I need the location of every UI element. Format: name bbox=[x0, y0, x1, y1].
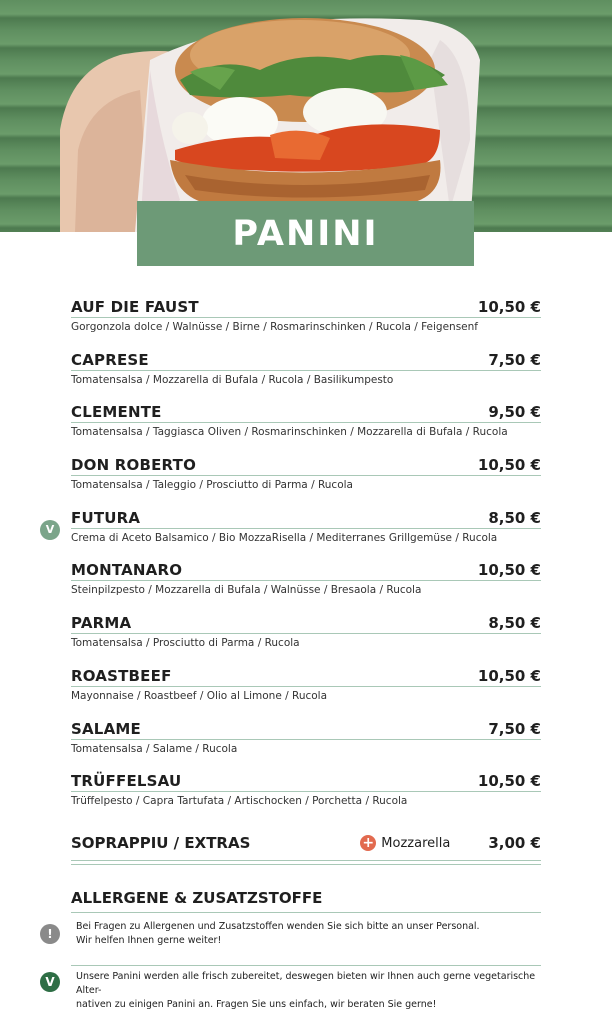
allergen-info-line: Wir helfen Ihnen gerne weiter! bbox=[76, 935, 222, 946]
menu-item bbox=[71, 553, 541, 606]
item-price: 7,50 € bbox=[488, 719, 541, 738]
menu-item bbox=[71, 659, 541, 712]
item-name: FUTURA bbox=[71, 508, 141, 527]
plus-icon: + bbox=[360, 835, 376, 851]
divider bbox=[71, 580, 541, 581]
menu-list bbox=[45, 290, 541, 817]
item-description: Steinpilzpesto / Mozzarella di Bufala / Walnüsse / Bresaola / Rucola bbox=[71, 584, 422, 597]
item-price: 10,50 € bbox=[477, 456, 541, 475]
extra-label: Mozzarella bbox=[381, 835, 451, 851]
divider bbox=[71, 791, 541, 792]
extra-price: 3,00 € bbox=[488, 834, 541, 852]
item-description: Tomatensalsa / Taggiasca Oliven / Rosmarinschinken / Mozzarella di Bufala / Rucola bbox=[71, 426, 508, 439]
hero-image bbox=[0, 0, 612, 232]
menu-item bbox=[71, 712, 541, 765]
item-description: Tomatensalsa / Taleggio / Prosciutto di Parma / Rucola bbox=[71, 479, 353, 492]
divider bbox=[71, 422, 541, 423]
item-price: 7,50 € bbox=[488, 350, 541, 369]
divider bbox=[71, 370, 541, 371]
vegetarian-icon: V bbox=[40, 520, 60, 540]
allergen-info-line: Bei Fragen zu Allergenen und Zusatzstoffen wenden Sie sich bitte an unser Personal. bbox=[76, 921, 480, 932]
divider bbox=[71, 633, 541, 634]
extras-section bbox=[71, 832, 541, 865]
item-price: 10,50 € bbox=[477, 298, 541, 316]
menu-item bbox=[45, 501, 541, 554]
divider bbox=[71, 965, 541, 966]
divider bbox=[71, 528, 541, 529]
item-price: 8,50 € bbox=[488, 614, 541, 633]
divider bbox=[71, 912, 541, 913]
info-icon: ! bbox=[40, 924, 60, 944]
item-price: 9,50 € bbox=[488, 403, 541, 422]
item-name: SALAME bbox=[71, 719, 141, 738]
vegetarian-note bbox=[76, 970, 546, 1012]
divider bbox=[71, 864, 541, 865]
allergen-section bbox=[71, 889, 541, 913]
item-description: Mayonnaise / Roastbeef / Olio al Limone / Rucola bbox=[71, 689, 328, 702]
item-description: Tomatensalsa / Prosciutto di Parma / Rucola bbox=[71, 637, 300, 650]
menu-item bbox=[71, 606, 541, 659]
vegetarian-note-line: Unsere Panini werden alle frisch zubereitet, deswegen bieten wir Ihnen auch gerne vegetarische Alter- bbox=[76, 971, 536, 996]
item-price: 8,50 € bbox=[488, 508, 541, 527]
item-name: CAPRESE bbox=[71, 350, 149, 369]
item-name: DON ROBERTO bbox=[71, 456, 197, 475]
menu-item bbox=[71, 448, 541, 501]
divider bbox=[71, 860, 541, 861]
divider bbox=[71, 475, 541, 476]
allergen-info-note bbox=[76, 920, 546, 948]
vegetarian-icon: V bbox=[40, 972, 60, 992]
item-description: Crema di Aceto Balsamico / Bio MozzaRisella / Mediterranes Grillgemüse / Rucola bbox=[71, 531, 498, 544]
extras-title: SOPRAPPIU / EXTRAS bbox=[71, 834, 251, 852]
item-price: 10,50 € bbox=[477, 772, 541, 791]
item-description: Tomatensalsa / Mozzarella di Bufala / Rucola / Basilikumpesto bbox=[71, 373, 394, 386]
page-title-banner bbox=[137, 201, 474, 266]
item-name: ROASTBEEF bbox=[71, 666, 172, 685]
item-description: Trüffelpesto / Capra Tartufata / Artischocken / Porchetta / Rucola bbox=[71, 795, 408, 808]
panino-photo bbox=[0, 0, 612, 232]
divider bbox=[71, 739, 541, 740]
item-name: CLEMENTE bbox=[71, 403, 162, 422]
divider bbox=[71, 317, 541, 318]
item-name: AUF DIE FAUST bbox=[71, 298, 199, 316]
vegetarian-note-line: nativen zu einigen Panini an. Fragen Sie uns einfach, wir beraten Sie gerne! bbox=[76, 999, 437, 1010]
item-name: TRÜFFELSAU bbox=[71, 772, 182, 791]
menu-item bbox=[71, 343, 541, 396]
menu-item bbox=[71, 764, 541, 817]
allergen-heading: ALLERGENE & ZUSATZSTOFFE bbox=[71, 889, 323, 907]
page-title: PANINI bbox=[232, 213, 379, 254]
item-price: 10,50 € bbox=[477, 561, 541, 580]
item-description: Gorgonzola dolce / Walnüsse / Birne / Rosmarinschinken / Rucola / Feigensenf bbox=[71, 321, 478, 333]
item-name: PARMA bbox=[71, 614, 132, 633]
menu-item bbox=[71, 395, 541, 448]
item-price: 10,50 € bbox=[477, 666, 541, 685]
divider bbox=[71, 686, 541, 687]
item-description: Tomatensalsa / Salame / Rucola bbox=[71, 742, 238, 755]
item-name: MONTANARO bbox=[71, 561, 183, 580]
menu-item bbox=[71, 290, 541, 343]
